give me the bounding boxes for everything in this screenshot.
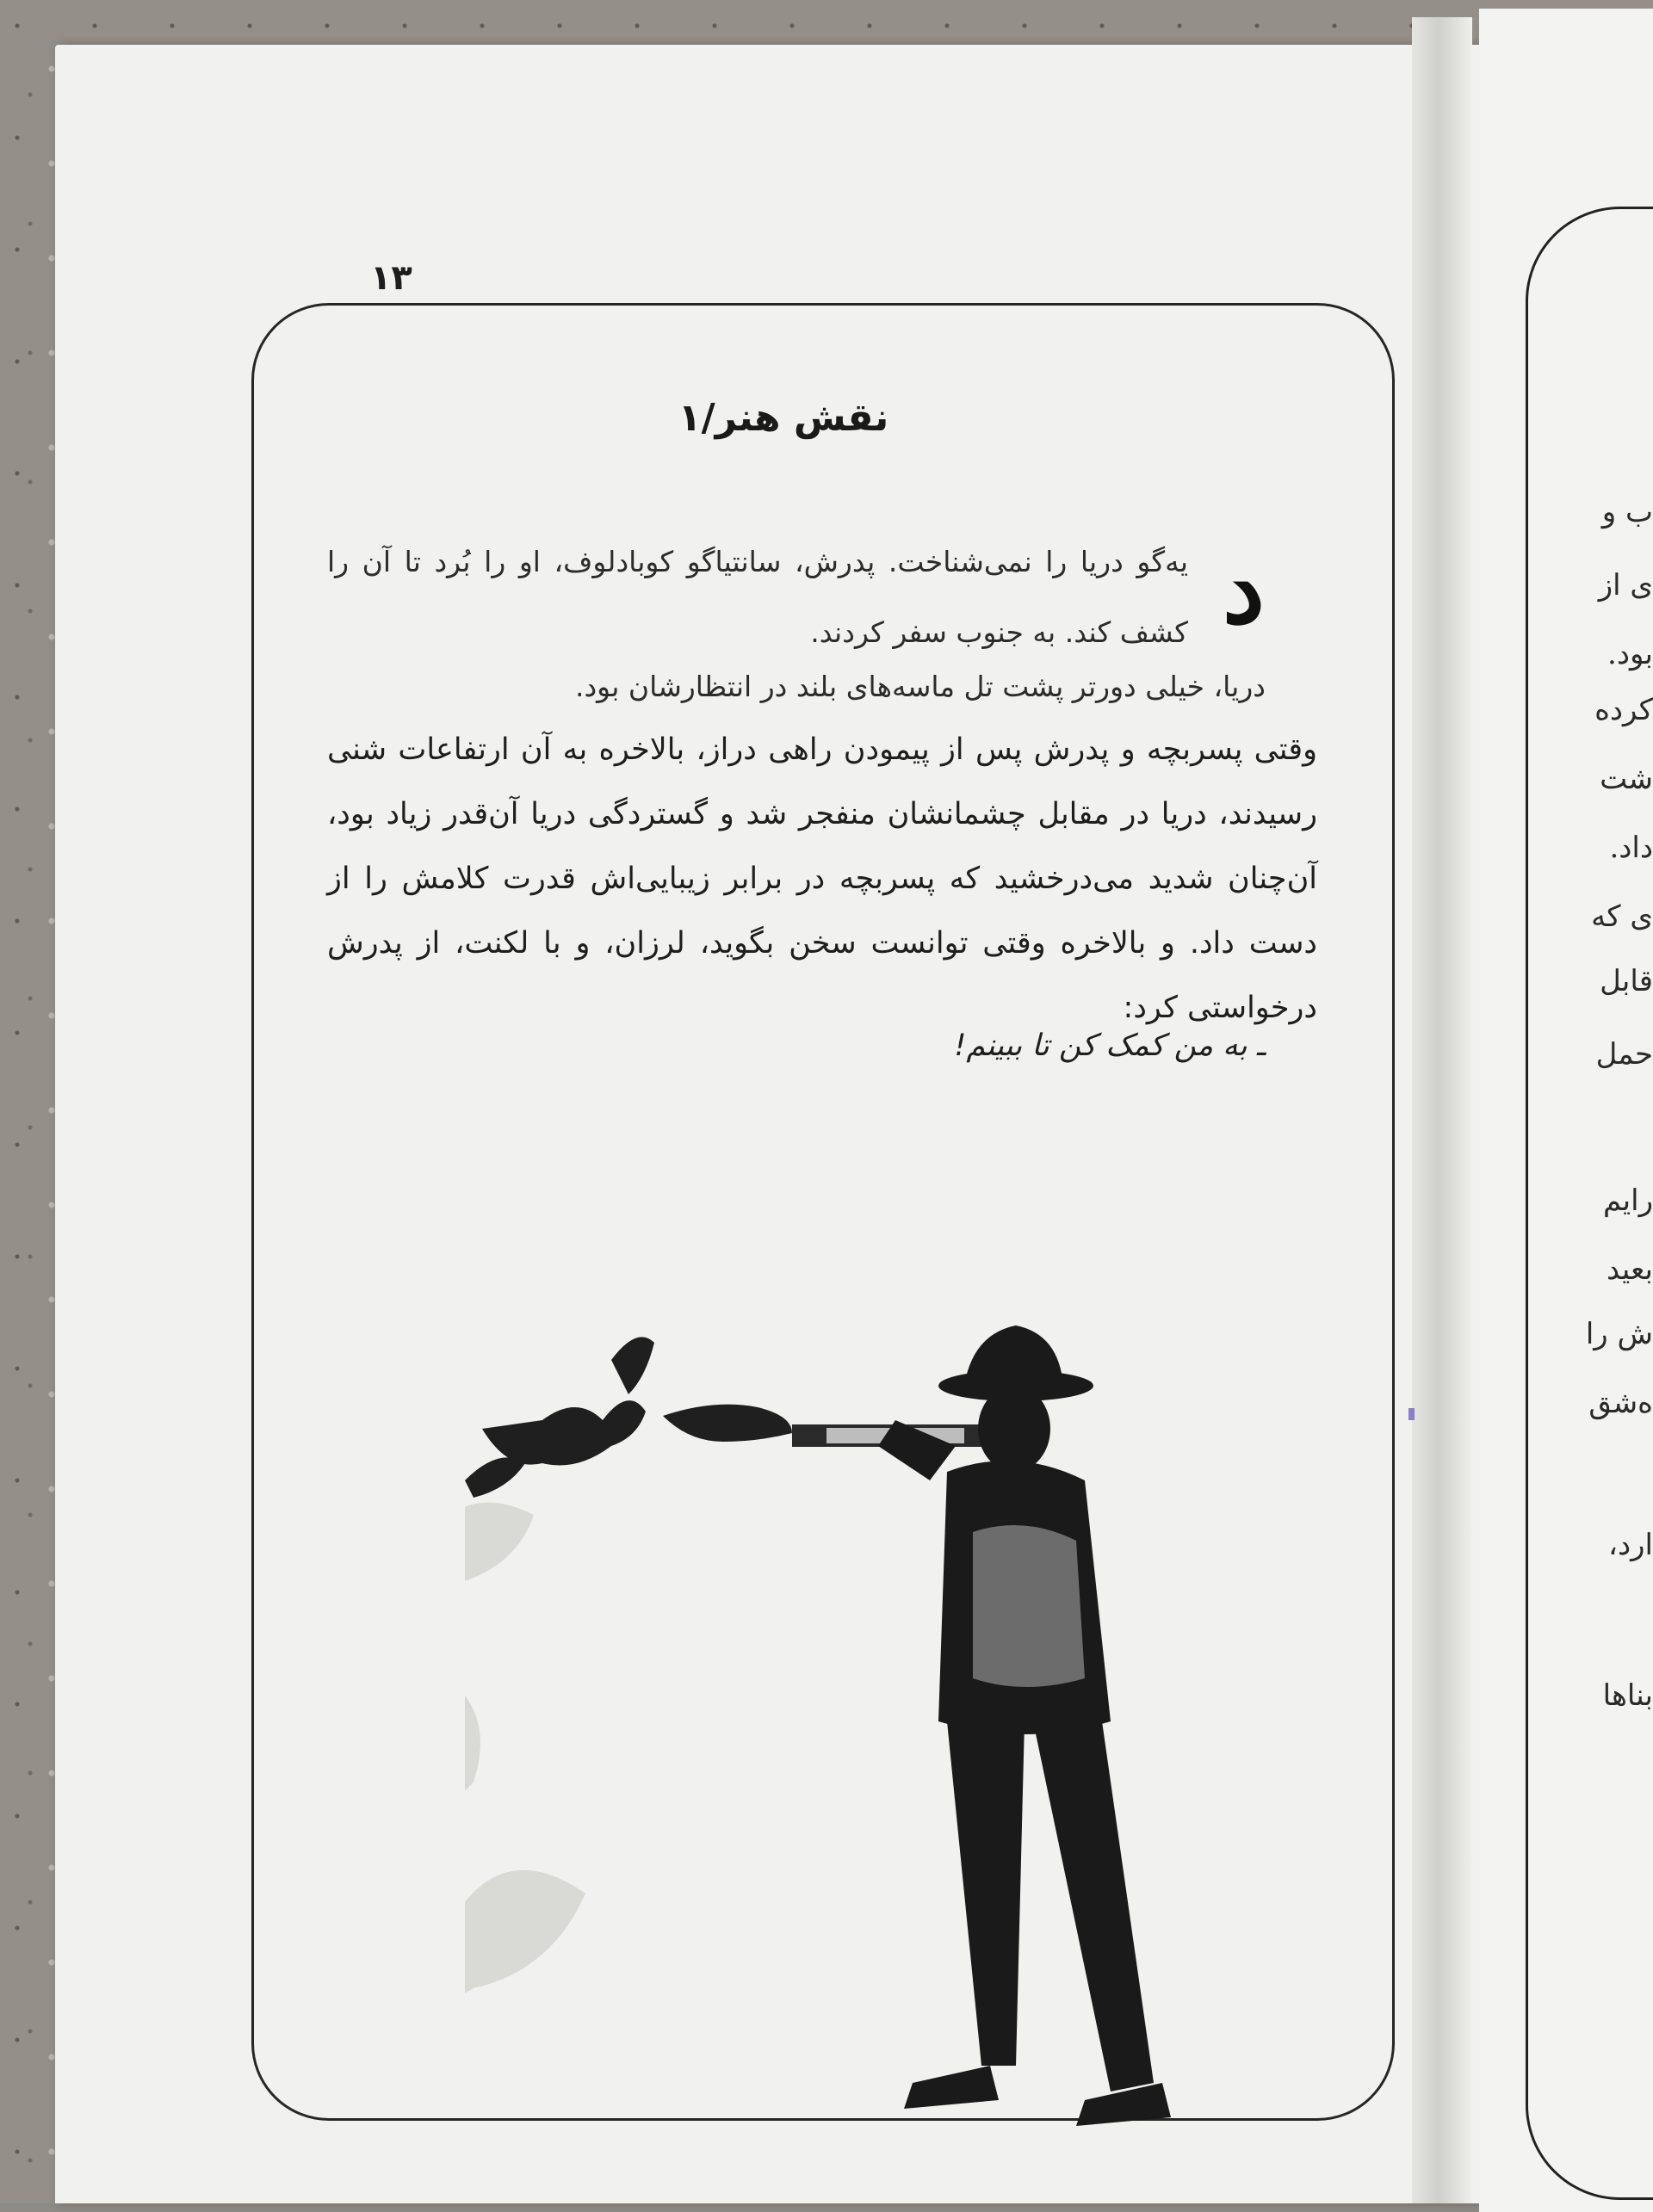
faded-birds bbox=[465, 1502, 585, 2007]
explorer-figure bbox=[878, 1325, 1171, 2126]
right-line: بناها bbox=[1602, 1678, 1653, 1713]
right-line: بعید bbox=[1607, 1252, 1653, 1287]
right-line: داد. bbox=[1609, 831, 1653, 865]
right-line: کرده bbox=[1594, 693, 1653, 727]
drop-cap: د bbox=[1223, 534, 1265, 645]
right-line: ی از bbox=[1598, 568, 1653, 602]
right-line: شت bbox=[1600, 762, 1653, 796]
right-line: ه‌شقِ bbox=[1588, 1386, 1653, 1420]
right-line: ب و bbox=[1601, 495, 1653, 529]
right-line: ی که bbox=[1591, 899, 1653, 934]
right-line: ش را bbox=[1585, 1317, 1653, 1351]
birds-icon bbox=[465, 1337, 792, 1498]
telescope-man-illustration bbox=[465, 1308, 1257, 2169]
right-line: رایم bbox=[1603, 1183, 1653, 1218]
right-line: حمل bbox=[1595, 1037, 1653, 1072]
right-line: بود. bbox=[1607, 637, 1653, 671]
paragraph-intro: یه‌گو دریا را نمی‌شناخت. پدرش، سانتیاگو کوبادلوف، او را بُرد تا آن را کشف کند. به جنوب سفر کردند. bbox=[327, 545, 1188, 649]
paragraph-main: وقتی پسربچه و پدرش پس از پیمودن راهی دراز، بالاخره به آن ارتفاعات شنی رسیدند، دریا در مقابل چشمانشان منفجر شد و گستردگی دریا آن‌قدر زیاد بود، آن‌چنان شدید می‌درخشید که پسربچه در برابر زیبایی‌اش قدرت کلامش را از دست داد. و بالاخره وقتی توانست سخن بگوید، لرزان، و با لکنت، از پدرش درخواستی کرد: bbox=[327, 732, 1317, 1025]
right-line: قابل bbox=[1600, 964, 1653, 998]
dialogue-line: ـ به من کمک کن تا ببینم! bbox=[954, 1029, 1266, 1063]
right-line: ارد، bbox=[1608, 1528, 1653, 1562]
ink-mark bbox=[1408, 1408, 1415, 1420]
book-gutter bbox=[1412, 17, 1472, 2203]
page-number: ۱۳ bbox=[370, 258, 412, 298]
page-title: نقش هنر/۱ bbox=[678, 396, 889, 440]
paragraph-sea: دریا، خیلی دورتر پشت تل ماسه‌های بلند در انتظارشان بود. bbox=[575, 670, 1266, 703]
